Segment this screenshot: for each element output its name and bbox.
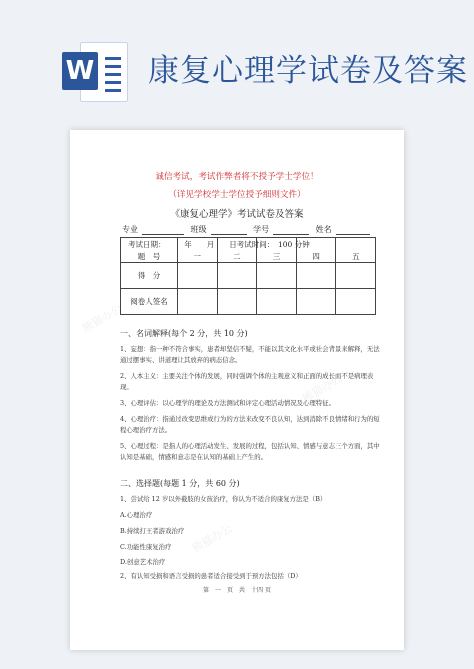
grader-row-label: 阅卷人签名 bbox=[121, 289, 178, 315]
score-cell[interactable] bbox=[178, 263, 218, 289]
grader-row bbox=[121, 289, 376, 315]
column-header: 四 bbox=[296, 238, 336, 263]
integrity-notice: 诚信考试，考试作弊者将不授予学士学位！ bbox=[155, 172, 319, 182]
score-cell[interactable] bbox=[336, 263, 376, 289]
exam-date-time: 考试日期： 年 月 日考试时间： 100 分钟 bbox=[128, 240, 310, 249]
watermark: 熊猫办公 bbox=[189, 521, 235, 556]
column-header: 一 bbox=[178, 238, 218, 263]
grader-cell[interactable] bbox=[257, 289, 297, 315]
grader-cell[interactable] bbox=[296, 289, 336, 315]
score-row bbox=[121, 263, 376, 289]
option-c: C.功能性康复治疗 bbox=[120, 543, 172, 551]
watermark: 熊猫办公 bbox=[79, 301, 125, 336]
word-document-icon bbox=[62, 40, 128, 102]
score-cell[interactable] bbox=[296, 263, 336, 289]
definition-item: 3、心理评估：以心理学的理论及方法测试和评定心理活动情况及心理特征。 bbox=[120, 399, 335, 407]
section-title-choice: 二、选择题(每题 1 分，共 60 分) bbox=[120, 479, 240, 488]
score-cell[interactable] bbox=[257, 263, 297, 289]
section-title-definitions: 一、名词解释(每个 2 分，共 10 分) bbox=[120, 329, 248, 338]
score-row-label: 得 分 bbox=[121, 263, 178, 289]
major-blank bbox=[142, 225, 184, 235]
document-page bbox=[70, 130, 404, 650]
exam-title: 《康复心理学》考试试卷及答案 bbox=[170, 209, 304, 220]
option-a: A.心理治疗 bbox=[120, 511, 153, 519]
definition-item: 4、心理治疗：指通过改变思维或行为的方法来改变不良认知，达到消除不良情绪和行为的短程心理治疗方法。 bbox=[120, 415, 380, 434]
page-footer: 第 一 页 共 十四 页 bbox=[203, 587, 271, 594]
column-header: 五 bbox=[336, 238, 376, 263]
column-header: 二 bbox=[217, 238, 257, 263]
class-label: 班级 bbox=[190, 225, 207, 234]
name-label: 姓名 bbox=[315, 225, 332, 234]
grader-cell[interactable] bbox=[336, 289, 376, 315]
name-blank bbox=[336, 225, 370, 235]
grader-cell[interactable] bbox=[178, 289, 218, 315]
definition-item: 1、妄想：指一种不符合事实，患者却坚信不疑，不能以其文化水平或社会背景来解释，无法通过摆事实、讲道理让其放弃的病态信念。 bbox=[120, 345, 380, 364]
watermark: 熊猫办公 bbox=[299, 371, 345, 406]
banner bbox=[0, 0, 474, 112]
question-1: 1、尝试给 12 岁以外截肢的女孩治疗，你认为不适合的康复方法是（B） bbox=[120, 495, 327, 503]
column-header: 三 bbox=[257, 238, 297, 263]
class-blank bbox=[211, 225, 247, 235]
student-info-row bbox=[122, 224, 374, 235]
question-number-header: 题 号 bbox=[121, 238, 178, 263]
integrity-notice-detail: （详见学校学士学位授予细则文件） bbox=[168, 190, 306, 200]
option-d: D.创意艺术治疗 bbox=[120, 558, 166, 566]
student-id-blank bbox=[273, 225, 309, 235]
question-2: 2、有认知受损和语言受损的患者适合接受到于预方法包括（D） bbox=[120, 572, 302, 580]
student-id-label: 学号 bbox=[253, 225, 270, 234]
definition-item: 5、心理过程：是指人的心理活动发生、发展的过程，包括认知、情感与意志三个方面，其中认知是基础，情感和意志是在认知的基础上产生的。 bbox=[120, 442, 380, 461]
score-cell[interactable] bbox=[217, 263, 257, 289]
word-logo-letter: W bbox=[62, 52, 98, 90]
option-b: B.持续打王者游戏治疗 bbox=[120, 527, 185, 535]
major-label: 专业 bbox=[122, 225, 138, 234]
document-title: 康复心理学试卷及答案 bbox=[148, 53, 468, 89]
definition-item: 2、人本主义：主要关注个体的发展，同时强调个体的主观意义和正面的成长而不是病理表现。 bbox=[120, 372, 374, 391]
grader-cell[interactable] bbox=[217, 289, 257, 315]
